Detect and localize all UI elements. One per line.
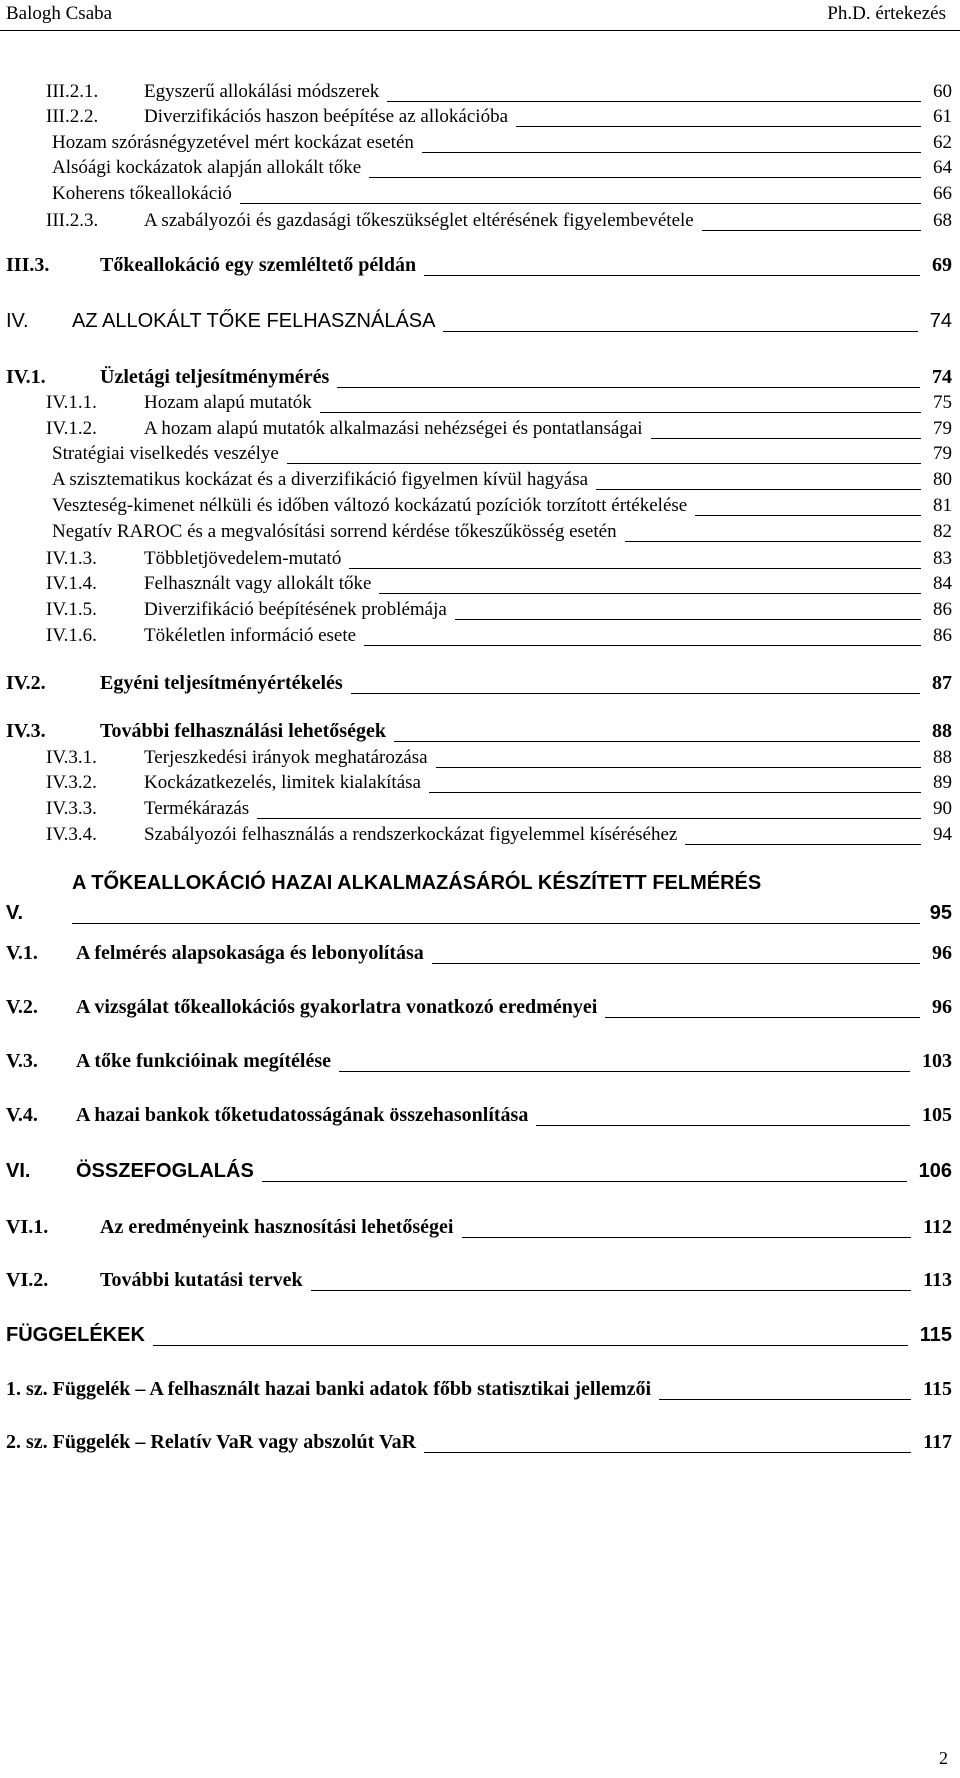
toc-entry-number: IV.1.5. bbox=[46, 599, 97, 620]
toc-entry-title: További felhasználási lehetőségek bbox=[100, 720, 386, 742]
toc-entry-title: A tőke funkcióinak megítélése bbox=[76, 1050, 331, 1072]
toc-entry[interactable] bbox=[0, 1265, 960, 1295]
toc-entry-page: 115 bbox=[923, 1378, 952, 1400]
toc-entry-title: Egyszerű allokálási módszerek bbox=[144, 81, 380, 102]
toc-entry-number: III.3. bbox=[6, 254, 50, 276]
toc-entry-page: 103 bbox=[922, 1050, 952, 1072]
toc-entry-title: Hozam szórásnégyzetével mért kockázat esetén bbox=[52, 132, 414, 153]
toc-entry-page: 62 bbox=[933, 132, 952, 153]
toc-entry-number: III.2.3. bbox=[46, 210, 99, 231]
toc-entry-number: IV.1.2. bbox=[46, 418, 97, 439]
toc-entry-number: V.4. bbox=[6, 1104, 38, 1126]
toc-entry-number: IV.3.3. bbox=[46, 798, 97, 819]
toc-entry-title: Hozam alapú mutatók bbox=[144, 392, 312, 413]
toc-entry-number: V.3. bbox=[6, 1050, 38, 1072]
toc-entry-page: 69 bbox=[932, 254, 952, 276]
toc-entry-title: 2. sz. Függelék – Relatív VaR vagy abszolút VaR bbox=[6, 1431, 417, 1453]
page-header bbox=[0, 0, 960, 31]
toc-entry-page: 96 bbox=[932, 942, 952, 964]
toc-entry-page: 68 bbox=[933, 210, 952, 231]
toc-entry-title: 1. sz. Függelék – A felhasznált hazai banki adatok főbb statisztikai jellemzői bbox=[6, 1378, 652, 1400]
toc-leader-line bbox=[424, 1452, 911, 1453]
toc-entry-page: 80 bbox=[933, 469, 952, 490]
toc-entry-number: III.2.1. bbox=[46, 81, 99, 102]
toc-entry-page: 94 bbox=[933, 824, 952, 845]
toc-entry[interactable] bbox=[0, 178, 960, 208]
toc-entry-title: Egyéni teljesítményértékelés bbox=[100, 672, 343, 694]
toc-entry-page: 95 bbox=[929, 902, 952, 924]
toc-entry-number: III.2.2. bbox=[46, 106, 99, 127]
toc-entry[interactable] bbox=[0, 1156, 960, 1186]
toc-entry-number: VI.2. bbox=[6, 1269, 49, 1291]
toc-entry[interactable] bbox=[0, 668, 960, 698]
toc-leader-line bbox=[424, 275, 920, 276]
toc-entry-number: IV.1.6. bbox=[46, 625, 97, 646]
toc-entry[interactable] bbox=[0, 819, 960, 849]
toc-entry-title: AZ ALLOKÁLT TŐKE FELHASZNÁLÁSA bbox=[72, 310, 436, 332]
toc-entry-title: A TŐKEALLOKÁCIÓ HAZAI ALKALMAZÁSÁRÓL KÉSZÍTETT FELMÉRÉS bbox=[72, 872, 762, 894]
toc-entry-number: IV.3. bbox=[6, 720, 46, 742]
toc-entry[interactable] bbox=[0, 1427, 960, 1457]
toc-leader-line bbox=[72, 923, 920, 924]
toc-entry-title: FÜGGELÉKEK bbox=[6, 1324, 145, 1346]
page-number: 2 bbox=[939, 1748, 948, 1768]
toc-entry[interactable] bbox=[0, 1100, 960, 1130]
toc-entry-title: Szabályozói felhasználás a rendszerkockázat figyelemmel kíséréséhez bbox=[144, 824, 678, 845]
toc-leader-line bbox=[659, 1399, 911, 1400]
toc-entry[interactable] bbox=[0, 1212, 960, 1242]
toc-entry-title: A hozam alapú mutatók alkalmazási nehézségei és pontatlanságai bbox=[144, 418, 643, 439]
toc-entry-number: IV.1.4. bbox=[46, 573, 97, 594]
toc-entry-page: 60 bbox=[933, 81, 952, 102]
toc-entry-number: IV.3.1. bbox=[46, 747, 97, 768]
toc-entry-page: 74 bbox=[932, 366, 952, 388]
toc-leader-line bbox=[240, 203, 921, 204]
toc-entry-title: Stratégiai viselkedés veszélye bbox=[52, 443, 279, 464]
toc-leader-line bbox=[702, 230, 921, 231]
toc-leader-line bbox=[364, 645, 921, 646]
header-doc-type: Ph.D. értekezés bbox=[827, 3, 946, 24]
toc-entry-number: IV.3.4. bbox=[46, 824, 97, 845]
toc-entry-page: 87 bbox=[932, 672, 952, 694]
toc-leader-line bbox=[153, 1345, 908, 1346]
toc-entry-title: Üzletági teljesítménymérés bbox=[100, 366, 330, 388]
toc-entry-page: 86 bbox=[933, 599, 952, 620]
toc-entry[interactable] bbox=[0, 1320, 960, 1350]
toc-entry-number: IV.2. bbox=[6, 672, 46, 694]
toc-entry-number: V.1. bbox=[6, 942, 38, 964]
toc-entry-title: Veszteség-kimenet nélküli és időben változó kockázatú pozíciók torzított értékelése bbox=[52, 495, 688, 516]
toc-entry[interactable] bbox=[0, 205, 960, 235]
toc-entry-page: 66 bbox=[933, 183, 952, 204]
toc-leader-line bbox=[625, 541, 921, 542]
toc-leader-line bbox=[351, 693, 920, 694]
toc-entry-page: 112 bbox=[923, 1216, 952, 1238]
toc-leader-line bbox=[311, 1290, 911, 1291]
toc-entry-page: 81 bbox=[933, 495, 952, 516]
toc-entry-number: V. bbox=[6, 902, 24, 924]
toc-leader-line bbox=[339, 1071, 910, 1072]
toc-entry-page: 79 bbox=[933, 418, 952, 439]
toc-entry-page: 90 bbox=[933, 798, 952, 819]
toc-entry[interactable] bbox=[0, 620, 960, 650]
toc-entry-title: Az eredményeink hasznosítási lehetőségei bbox=[100, 1216, 454, 1238]
toc-leader-line bbox=[605, 1017, 920, 1018]
toc-leader-line bbox=[443, 331, 917, 332]
toc-entry-number: VI. bbox=[6, 1160, 31, 1182]
toc-entry-page: 79 bbox=[933, 443, 952, 464]
header-author: Balogh Csaba bbox=[6, 3, 113, 24]
toc-entry-number: V.2. bbox=[6, 996, 38, 1018]
toc-entry-page: 115 bbox=[919, 1324, 952, 1346]
toc-entry-page: 84 bbox=[933, 573, 952, 594]
toc-entry-page: 74 bbox=[929, 310, 952, 332]
toc-entry-page: 83 bbox=[933, 548, 952, 569]
toc-entry[interactable] bbox=[0, 306, 960, 336]
toc-entry-page: 96 bbox=[932, 996, 952, 1018]
toc-entry-page: 117 bbox=[923, 1431, 952, 1453]
toc-entry-page: 86 bbox=[933, 625, 952, 646]
toc-entry-title: Tökéletlen információ esete bbox=[144, 625, 357, 646]
toc-entry-title: Többletjövedelem-mutató bbox=[144, 548, 342, 569]
toc-entry-page: 61 bbox=[933, 106, 952, 127]
toc-entry-title: További kutatási tervek bbox=[100, 1269, 303, 1291]
toc-entry[interactable] bbox=[0, 992, 960, 1022]
toc-entry-number: IV.1. bbox=[6, 366, 46, 388]
toc-entry[interactable] bbox=[0, 250, 960, 280]
toc-entry[interactable] bbox=[0, 516, 960, 546]
toc-entry-title: Tőkeallokáció egy szemléltető példán bbox=[100, 254, 417, 276]
toc-entry-page: 106 bbox=[918, 1160, 952, 1182]
toc-entry-number: IV. bbox=[6, 310, 29, 332]
toc-entry-title: Diverzifikáció beépítésének problémája bbox=[144, 599, 447, 620]
toc-entry-page: 105 bbox=[922, 1104, 952, 1126]
toc-entry-title: Kockázatkezelés, limitek kialakítása bbox=[144, 772, 421, 793]
toc-leader-line bbox=[685, 844, 921, 845]
toc-leader-line bbox=[432, 963, 920, 964]
toc-entry[interactable] bbox=[0, 868, 960, 928]
toc-entry-title: Diverzifikációs haszon beépítése az allokációba bbox=[144, 106, 508, 127]
toc-entry-page: 89 bbox=[933, 772, 952, 793]
toc-entry-number: IV.1.3. bbox=[46, 548, 97, 569]
toc-entry-title: Terjeszkedési irányok meghatározása bbox=[144, 747, 428, 768]
toc-entry-title: A vizsgálat tőkeallokációs gyakorlatra vonatkozó eredményei bbox=[76, 996, 598, 1018]
toc-entry-page: 82 bbox=[933, 521, 952, 542]
toc-entry-title: Termékárazás bbox=[144, 798, 250, 819]
toc-entry-page: 88 bbox=[932, 720, 952, 742]
toc-entry[interactable] bbox=[0, 1046, 960, 1076]
toc-leader-line bbox=[462, 1237, 912, 1238]
toc-leader-line bbox=[536, 1125, 910, 1126]
toc-leader-line bbox=[262, 1181, 907, 1182]
toc-entry-title: Negatív RAROC és a megvalósítási sorrend kérdése tőkeszűkösség esetén bbox=[52, 521, 617, 542]
toc-entry-number: VI.1. bbox=[6, 1216, 49, 1238]
toc-entry-number: IV.1.1. bbox=[46, 392, 97, 413]
toc-entry-page: 88 bbox=[933, 747, 952, 768]
toc-entry[interactable] bbox=[0, 1374, 960, 1404]
toc-entry[interactable] bbox=[0, 938, 960, 968]
toc-entry-title: Alsóági kockázatok alapján allokált tőke bbox=[52, 157, 362, 178]
toc-entry-page: 75 bbox=[933, 392, 952, 413]
toc-entry-page: 64 bbox=[933, 157, 952, 178]
toc-entry-title: Koherens tőkeallokáció bbox=[52, 183, 232, 204]
toc-entry-page: 113 bbox=[923, 1269, 952, 1291]
toc-entry-title: A szabályozói és gazdasági tőkeszükséglet eltérésének figyelembevétele bbox=[144, 210, 694, 231]
toc-entry-title: ÖSSZEFOGLALÁS bbox=[76, 1160, 254, 1182]
toc-entry-title: A felmérés alapsokasága és lebonyolítása bbox=[76, 942, 424, 964]
toc-entry-number: IV.3.2. bbox=[46, 772, 97, 793]
toc-entry-title: Felhasznált vagy allokált tőke bbox=[144, 573, 372, 594]
toc-entry-title: A szisztematikus kockázat és a diverzifikáció figyelmen kívül hagyása bbox=[52, 469, 589, 490]
toc-entry-title: A hazai bankok tőketudatosságának összehasonlítása bbox=[76, 1104, 529, 1126]
